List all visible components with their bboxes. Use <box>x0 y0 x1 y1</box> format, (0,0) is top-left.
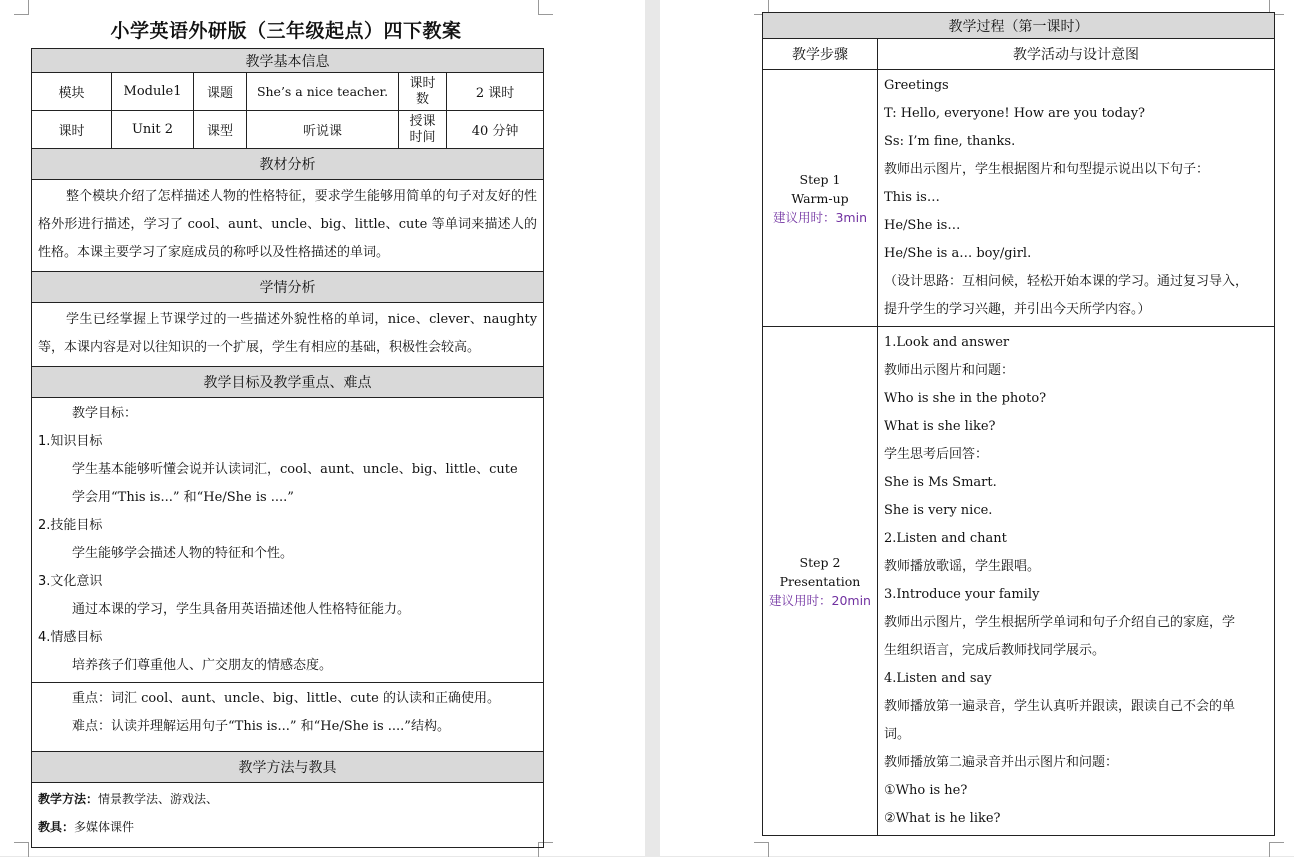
analysis-header: 教材分析 <box>32 149 544 180</box>
crop-mark <box>14 842 29 857</box>
step-1-line: He/She is… <box>884 218 961 233</box>
step-1-activities <box>878 70 1275 327</box>
analysis-text: 整个模块介绍了怎样描述人物的性格特征，要求学生能够用简单的句子对友好的性格外形进行描述，学习了 cool、aunt、uncle、big、little、cute 等单词来描述人的性格。本课主要学习了家庭成员的称呼以及性格描述的单词。 <box>32 180 544 272</box>
step-1-line: 教师出示图片，学生根据图片和句型提示说出以下句子： <box>884 162 1210 177</box>
crop-mark <box>1269 842 1284 857</box>
goals-header: 教学目标及教学重点、难点 <box>32 367 544 398</box>
methods-header: 教学方法与教具 <box>32 752 544 783</box>
document-title: 小学英语外研版（三年级起点）四下教案 <box>110 20 462 42</box>
step-2-cell <box>763 327 878 836</box>
step-1-line: （设计思路：互相问候，轻松开始本课的学习。通过复习导入， <box>884 274 1249 289</box>
periods-label: 课时数 <box>399 73 447 111</box>
students-text: 学生已经掌握上节课学过的一些描述外貌性格的单词，nice、clever、naughty 等，本课内容是对以往知识的一个扩展，学生有相应的基础，积极性会较高。 <box>32 303 544 367</box>
step-1-time: 建议用时：3min <box>772 209 868 225</box>
goals-intro: 教学目标： <box>72 406 138 421</box>
knowledge-line-1: 学生基本能够听懂会说并认读词汇，cool、aunt、uncle、big、little、cute <box>72 462 518 477</box>
step-1-line: Ss: I’m fine, thanks. <box>884 134 1016 149</box>
emotion-title: 4.情感目标 <box>38 630 103 645</box>
step-1-line: T: Hello, everyone! How are you today? <box>884 106 1146 121</box>
tools-value: 多媒体课件 <box>74 820 135 834</box>
step-2-line: 学生思考后回答： <box>884 447 989 462</box>
step-2-line: Who is she in the photo? <box>884 391 1047 406</box>
culture-title: 3.文化意识 <box>38 574 103 589</box>
step-2-line: ①Who is he? <box>884 783 968 798</box>
step-2-line: 教师出示图片，学生根据所学单词和句子介绍自己的家庭，学 <box>884 615 1236 630</box>
step-column-header: 教学步骤 <box>763 39 878 70</box>
step-2-line: She is Ms Smart. <box>884 475 997 490</box>
step-2-line: 教师出示图片和问题： <box>884 363 1015 378</box>
methods-cell <box>32 783 544 848</box>
step-1-line: This is… <box>884 190 940 205</box>
topic-label: 课题 <box>194 73 247 111</box>
type-label: 课型 <box>194 111 247 149</box>
type-value: 听说课 <box>247 111 399 149</box>
skill-title: 2.技能目标 <box>38 518 103 533</box>
step-2-activities <box>878 327 1275 836</box>
difficult-point: 难点：认读并理解运用句子“This is...” 和“He/She is ....”结构。 <box>72 719 450 734</box>
lesson-plan-table <box>31 48 544 848</box>
step-2-line: 教师播放第二遍录音并出示图片和问题： <box>884 755 1119 770</box>
step-2-line: She is very nice. <box>884 503 993 518</box>
crop-mark <box>754 842 769 857</box>
duration-value: 40 分钟 <box>447 111 544 149</box>
module-value: Module1 <box>112 73 194 111</box>
step-2-phase: Presentation <box>779 573 861 589</box>
right-page <box>660 0 1294 856</box>
goals-cell <box>32 398 544 683</box>
period-label: 课时 <box>32 111 112 149</box>
students-header: 学情分析 <box>32 272 544 303</box>
method-label: 教学方法： <box>38 792 99 806</box>
step-1-line: Greetings <box>884 78 949 93</box>
basic-info-header: 教学基本信息 <box>32 49 544 73</box>
step-2-line: 生组织语言，完成后教师找同学展示。 <box>884 643 1106 658</box>
periods-value: 2 课时 <box>447 73 544 111</box>
step-2-line: 教师播放歌谣，学生跟唱。 <box>884 559 1041 574</box>
key-point: 重点：词汇 cool、aunt、uncle、big、little、cute 的认读和正确使用。 <box>72 691 500 706</box>
step-1-name: Step 1 <box>799 171 841 187</box>
step-2-line: 1.Look and answer <box>884 335 1010 350</box>
step-1-cell <box>763 70 878 327</box>
step-1-phase: Warm-up <box>791 190 849 206</box>
step-2-line: 词。 <box>884 727 911 742</box>
duration-label: 授课时间 <box>399 111 447 149</box>
step-2-name: Step 2 <box>799 554 841 570</box>
module-label: 模块 <box>32 73 112 111</box>
step-2-line: 4.Listen and say <box>884 671 992 686</box>
step-2-line: 2.Listen and chant <box>884 531 1007 546</box>
left-page <box>0 0 645 856</box>
culture-line-1: 通过本课的学习，学生具备用英语描述他人性格特征能力。 <box>72 602 411 617</box>
step-2-line: 3.Introduce your family <box>884 587 1040 602</box>
step-2-line: What is she like? <box>884 419 996 434</box>
skill-line-1: 学生能够学会描述人物的特征和个性。 <box>72 546 294 561</box>
crop-mark <box>538 0 553 15</box>
knowledge-line-2: 学会用“This is...” 和“He/She is ....” <box>72 490 294 505</box>
step-2-time: 建议用时：20min <box>769 592 871 608</box>
period-value: Unit 2 <box>112 111 194 149</box>
method-value: 情景教学法、游戏法、 <box>98 792 219 806</box>
activity-column-header: 教学活动与设计意图 <box>878 39 1275 70</box>
tools-label: 教具： <box>38 820 75 834</box>
process-header: 教学过程（第一课时） <box>763 13 1275 39</box>
key-points-cell <box>32 683 544 752</box>
crop-mark <box>14 0 29 15</box>
topic-value: She’s a nice teacher. <box>247 73 399 111</box>
process-table <box>762 12 1275 836</box>
knowledge-title: 1.知识目标 <box>38 434 103 449</box>
step-1-line: 提升学生的学习兴趣，并引出今天所学内容。） <box>884 302 1151 317</box>
step-1-line: He/She is a… boy/girl. <box>884 246 1032 261</box>
step-2-line: 教师播放第一遍录音，学生认真听并跟读，跟读自己不会的单 <box>884 699 1236 714</box>
step-2-line: ②What is he like? <box>884 811 1001 826</box>
emotion-line-1: 培养孩子们尊重他人、广交朋友的情感态度。 <box>72 658 333 673</box>
